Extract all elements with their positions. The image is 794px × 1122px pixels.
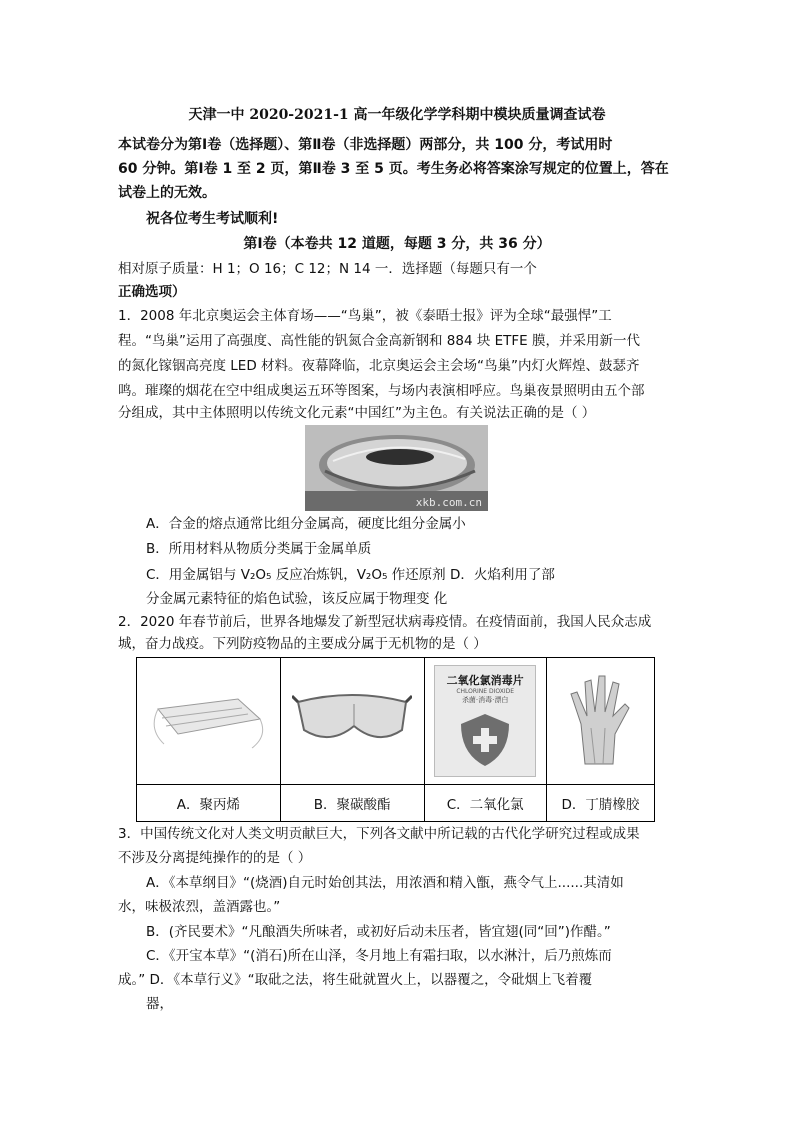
atomic-mass-line: 相对原子质量：H 1；O 16；C 12；N 14 一．选择题（每题只有一个 xyxy=(118,261,537,277)
q3-line: 3．中国传统文化对人类文明贡献巨大，下列各文献中所记载的古代化学研究过程或成果 xyxy=(118,826,640,842)
q3-option-d-cont: 器， xyxy=(146,996,173,1012)
intro-paragraph xyxy=(118,133,678,205)
image-watermark: xkb.com.cn xyxy=(415,496,482,509)
shield-icon xyxy=(455,710,515,770)
goggles-image-cell xyxy=(280,658,424,785)
q1-option-a: A．合金的熔点通常比组分金属高，硬度比组分金属小 xyxy=(146,516,466,532)
q1-option-d-cont: 分金属元素特征的焰色试验，该反应属于物理变 化 xyxy=(146,591,448,607)
q2-option-a: A．聚丙烯 xyxy=(137,785,281,822)
q2-option-b: B．聚碳酸酯 xyxy=(280,785,424,822)
q3-line: 不涉及分离提纯操作的的是（ ） xyxy=(118,850,312,866)
mask-image-cell xyxy=(137,658,281,785)
q2-option-c: C．二氧化氯 xyxy=(424,785,546,822)
intro-line: 60 分钟。第Ⅰ卷 1 至 2 页，第Ⅱ卷 3 至 5 页。考生务必将答案涂写规定的位置上，答在 xyxy=(118,161,669,177)
q1-line: 1．2008 年北京奥运会主体育场——“鸟巢”，被《泰晤士报》评为全球“最强悍”工 xyxy=(118,308,612,324)
q3-option-c: C．《开宝本草》“(消石)所在山泽，冬月地上有霜扫取，以水淋汁，后乃煎炼而 xyxy=(146,948,612,964)
q3-option-c-cont: 成。” D．《本草行义》“取砒之法，将生砒就置火上，以器覆之，令砒烟上飞着覆 xyxy=(118,972,593,988)
q1-line: 程。“鸟巢”运用了高强度、高性能的钒氮合金高新钢和 884 块 ETFE 膜，并采用新一代 xyxy=(118,333,640,349)
q1-line: 鸣。璀璨的烟花在空中组成奥运五环等图案，与场内表演相呼应。鸟巢夜景照明由五个部 xyxy=(118,383,645,399)
rubber-gloves-icon xyxy=(555,664,645,774)
tablet-box-image-cell xyxy=(424,658,546,785)
q1-option-b: B．所用材料从物质分类属于金属单质 xyxy=(146,541,372,557)
q1-line: 分组成，其中主体照明以传统文化元素“中国红”为主色。有关说法正确的是（ ） xyxy=(118,405,596,421)
q2-line: 城，奋力战疫。下列防疫物品的主要成分属于无机物的是（ ） xyxy=(118,636,487,652)
disinfectant-box xyxy=(434,665,536,777)
q3-option-b: B．(齐民要术》“凡酿酒失所味者，或初好后动未压者，皆宜翅(同“回”)作醋。” xyxy=(146,924,611,940)
wish-text: 祝各位考生考试顺利! xyxy=(146,211,279,227)
face-mask-icon xyxy=(148,674,268,764)
intro-line: 本试卷分为第Ⅰ卷（选择题）、第Ⅱ卷（非选择题）两部分，共 100 分，考试用时 xyxy=(118,137,613,153)
intro-line: 试卷上的无效。 xyxy=(118,185,216,201)
q2-line: 2．2020 年春节前后，世界各地爆发了新型冠状病毒疫情。在疫情面前，我国人民众志成 xyxy=(118,614,652,630)
section-heading: 第Ⅰ卷（本卷共 12 道题，每题 3 分，共 36 分） xyxy=(243,236,551,252)
q3-option-a-cont: 水，味极浓烈，盖酒露也。” xyxy=(118,899,281,915)
birds-nest-photo xyxy=(305,425,488,511)
select-instruction: 正确选项） xyxy=(118,284,186,300)
q1-line: 的氮化镓铟高亮度 LED 材料。夜幕降临，北京奥运会主会场“鸟巢”内灯火辉煌、鼓瑟齐 xyxy=(118,358,640,374)
tablet-label-en: CHLORINE DIOXIDE xyxy=(456,688,515,695)
safety-goggles-icon xyxy=(292,674,412,764)
exam-title: 天津一中 2020-2021-1 高一年级化学学科期中模块质量调查试卷 xyxy=(188,107,606,123)
q1-option-c: C．用金属铝与 V₂O₅ 反应冶炼钒，V₂O₅ 作还原剂 D．火焰利用了部 xyxy=(146,567,555,583)
tablet-label: 二氧化氯消毒片 xyxy=(446,674,524,687)
q3-option-a: A．《本草纲目》“(烧酒)自元时始创其法，用浓酒和精入甑，燕令气上......其清如 xyxy=(146,875,624,891)
tablet-sub: 杀菌·消毒·漂白 xyxy=(461,696,509,704)
q2-options-table xyxy=(136,657,655,822)
gloves-image-cell xyxy=(546,658,654,785)
q2-option-d: D．丁腈橡胶 xyxy=(546,785,654,822)
